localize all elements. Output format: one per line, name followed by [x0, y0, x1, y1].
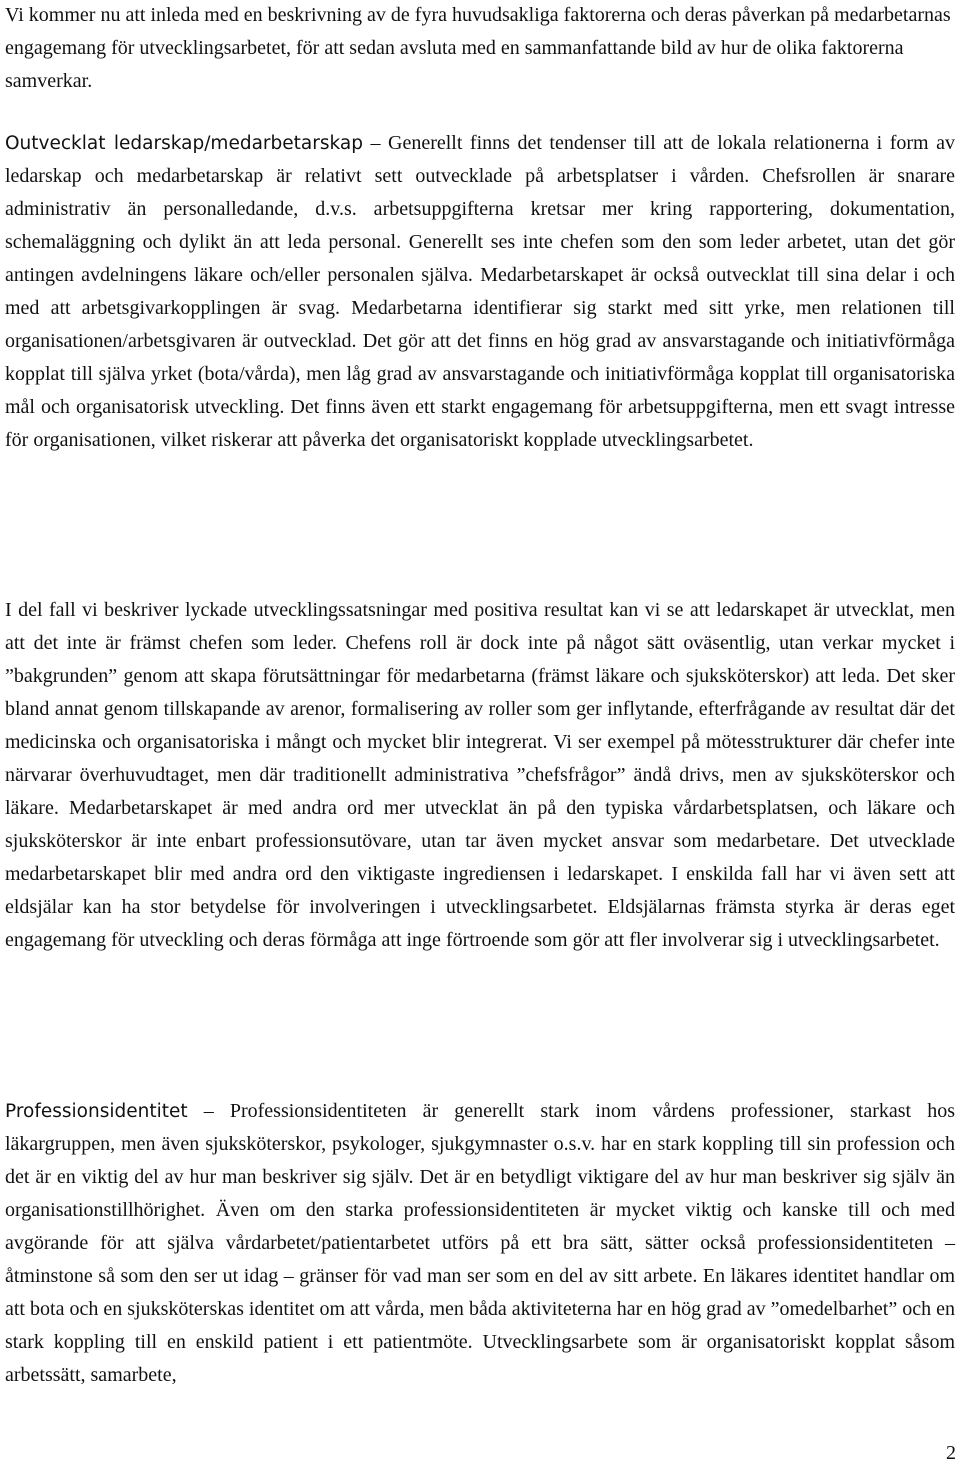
leadership-body: Generellt finns det tendenser till att de lokala relationerna i form av ledarskap och medarbetarskap är relativt sett outvecklade på arbetsplatser i vården. Chefsrollen är snarare administrativ än personalledande, d.v.s. arbetsuppgifterna kretsar mer kring rapportering, dokumentation, schemaläggning och dylikt än att leda personal. Generellt ses inte chefen som den som leder arbetet, utan det gör antingen avdelningens läkare och/eller personalen själva. Medarbetarskapet är också outvecklat till sina delar i och med att arbetsgivarkopplingen är svag. Medarbetarna identifierar sig starkt med sitt yrke, men relationen till organisationen/arbetsgivaren är outvecklad. Det gör att det finns en hög grad av ansvarstagande och initiativförmåga kopplat till själva yrket (bota/vårda), men låg grad av ansvarstagande och initiativförmåga kopplat till organisatoriska mål och organisatorisk utveckling. Det finns även ett starkt engagemang för arbetsuppgifterna, men ett svagt intresse för organisationen, vilket riskerar att påverka det organisatoriskt kopplade utvecklingsarbetet. [5, 132, 955, 451]
page-number: 2 [946, 1442, 956, 1464]
profession-paragraph [5, 1095, 955, 1392]
profession-heading: Professionsidentitet [5, 1101, 188, 1122]
success-cases-paragraph: I del fall vi beskriver lyckade utvecklingssatsningar med positiva resultat kan vi se att ledarskapet är utvecklat, men att det inte är främst chefen som leder. Chefens roll är dock inte på något sätt oväsentlig, utan verkar mycket i ”bakgrunden” genom att skapa förutsättningar för medarbetarna (främst läkare och sjuksköterskor) att leda. Det sker bland annat genom tillskapande av arenor, formalisering av roller som ger inflytande, efterfrågande av resultat där det medicinska och organisatoriska i mångt och mycket blir integrerat. Vi ser exempel på mötesstrukturer där chefer inte närvarar överhuvudtaget, men där traditionellt administrativa ”chefsfrågor” ändå drivs, men av sjuksköterskor och läkare. Medarbetarskapet är med andra ord mer utvecklat än på den typiska vårdarbetsplatsen, och läkare och sjuksköterskor är inte enbart professionsutövare, utan tar även mycket ansvar som medarbetare. Det utvecklade medarbetarskapet blir med andra ord den viktigaste ingrediensen i ledarskapet. I enskilda fall har vi även sett att eldsjälar kan ha stor betydelse för involveringen i utvecklingsarbetet. Eldsjälarnas främsta styrka är deras eget engagemang för utveckling och deras förmåga att inge förtroende som gör att fler involverar sig i utvecklingsarbetet. [5, 599, 955, 951]
intro-paragraph: Vi kommer nu att inleda med en beskrivning av de fyra huvudsakliga faktorerna och deras påverkan på medarbetarnas engagemang för utvecklingsarbetet, för att sedan avsluta med en sammanfattande bild av hur de olika faktorerna samverkar. [5, 4, 951, 92]
leadership-separator: – [362, 132, 388, 154]
leadership-paragraph [5, 127, 955, 457]
leadership-heading: Outvecklat ledarskap/medarbetarskap [5, 133, 363, 154]
profession-body: Professionsidentiteten är generellt stark inom vårdens professioner, starkast hos läkargruppen, men även sjuksköterskor, psykologer, sjukgymnaster o.s.v. har en stark koppling till sin profession och det är en viktig del av hur man beskriver sig själv. Det är en betydligt viktigare del av hur man beskriver sig själv än organisationstillhörighet. Även om den starka professionsidentiteten är mycket viktig och kanske till och med avgörande för att själva vårdarbetet/patientarbetet utförs på ett bra sätt, sätter också professionsidentiteten – åtminstone så som den ser ut idag – gränser för vad man ser som en del av sitt arbete. En läkares identitet handlar om att bota och en sjuksköterskas identitet om att vårda, men båda aktiviteterna har en hög grad av ”omedelbarhet” och en stark koppling till en enskild patient i ett patientmöte. Utvecklingsarbete som är organisatoriskt kopplat såsom arbetssätt, samarbete, [5, 1100, 956, 1386]
profession-separator: – [187, 1100, 230, 1122]
